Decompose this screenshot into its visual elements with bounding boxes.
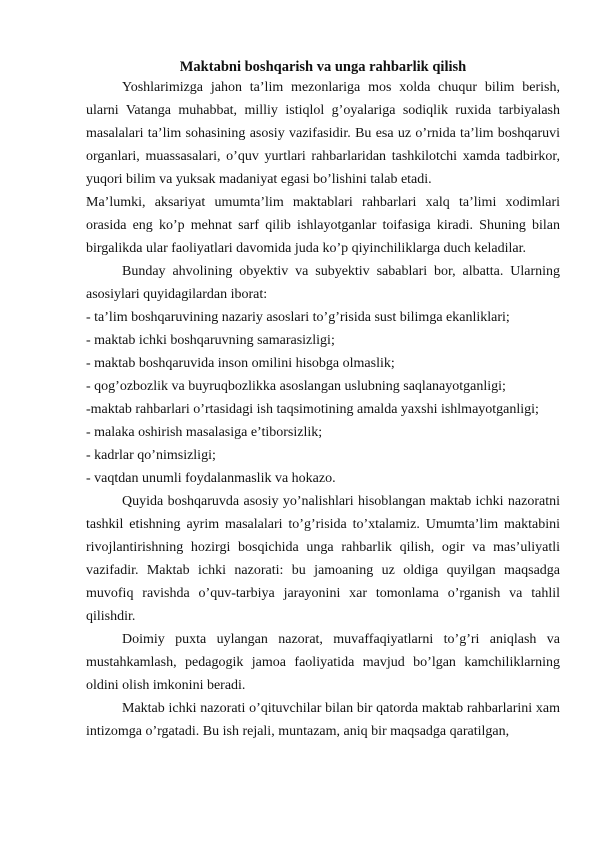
paragraph-constant-control: Doimiy puxta uylangan nazorat, muvaffaqiyatlarni to’g’ri aniqlash va mustahkamlash, pedagogik jamoa faoliyatida mavjud bo’lgan kamchiliklarning oldini olish imkonini beradi. [86,632,560,693]
paragraph-leaders: Ma’lumki, aksariyat umumta’lim maktablari rahbarlari xalq ta’limi xodimlari orasida eng ko’p mehnat sarf qilib ishlayotganlar toifasiga kiradi. Shuning bilan birgalikda ular faoliyatlari davomida juda ko’p qiyinchiliklarga duch keladilar. [86,195,560,256]
list-item: -maktab rahbarlari o’rtasidagi ish taqsimotining amalda yaxshi ishlmayotganligi; [86,402,539,417]
document-page [86,56,560,743]
list-item: - malaka oshirish masalasiga e’tiborsizlik; [86,425,323,440]
document-title: Maktabni boshqarish va unga rahbarlik qilish [179,59,467,75]
causes-list [86,306,560,490]
list-item: - kadrlar qo’nimsizligi; [86,448,216,463]
list-item: - vaqtdan unumli foydalanmaslik va hokazo. [86,471,336,486]
paragraph-intro: Yoshlarimizga jahon ta’lim mezonlariga mos xolda chuqur bilim berish, ularni Vatanga muhabbat, milliy istiqlol g’oyalariga sodiqlik ruxida tarbiyalash masalalari ta’lim sohasining asosiy vazifasidir. Bu esa uz o’rnida ta’lim boshqaruvi organlari, muassasalari, o’quv yurtlari rahbarlaridan tashkilotchi xamda tadbirkor, yuqori bilim va yuksak madaniyat egasi bo’lishini talab etadi. [86,80,560,187]
list-item: - qog’ozbozlik va buyruqbozlikka asoslangan uslubning saqlanayotganligi; [86,379,506,394]
list-item: - maktab boshqaruvida inson omilini hisobga olmaslik; [86,356,395,371]
paragraph-internal-control: Quyida boshqaruvda asosiy yo’nalishlari hisoblangan maktab ichki nazoratni tashkil etishning ayrim masalalari to’g’risida to’xtalamiz. Umumta’lim maktabini rivojlantirishning hozirgi bosqichida unga rahbarlik qilish, ogir va mas’uliyatli vazifadir. Maktab ichki nazorati: bu jamoaning uz oldiga quyilgan maqsadga muvofiq ravishda o’quv-tarbiya jarayonini xar tomonlama o’rganish va tahlil qilishdir. [86,494,560,624]
list-item: - ta’lim boshqaruvining nazariy asoslari to’g’risida sust bilimga ekanliklari; [86,310,510,325]
list-item: - maktab ichki boshqaruvning samarasizligi; [86,333,335,348]
paragraph-discipline: Maktab ichki nazorati o’qituvchilar bilan bir qatorda maktab rahbarlarini xam intizomga o’rgatadi. Bu ish rejali, muntazam, aniq bir maqsadga qaratilgan, [86,701,560,739]
paragraph-causes: Bunday ahvolining obyektiv va subyektiv sabablari bor, albatta. Ularning asosiylari quyidagilardan iborat: [86,264,560,302]
